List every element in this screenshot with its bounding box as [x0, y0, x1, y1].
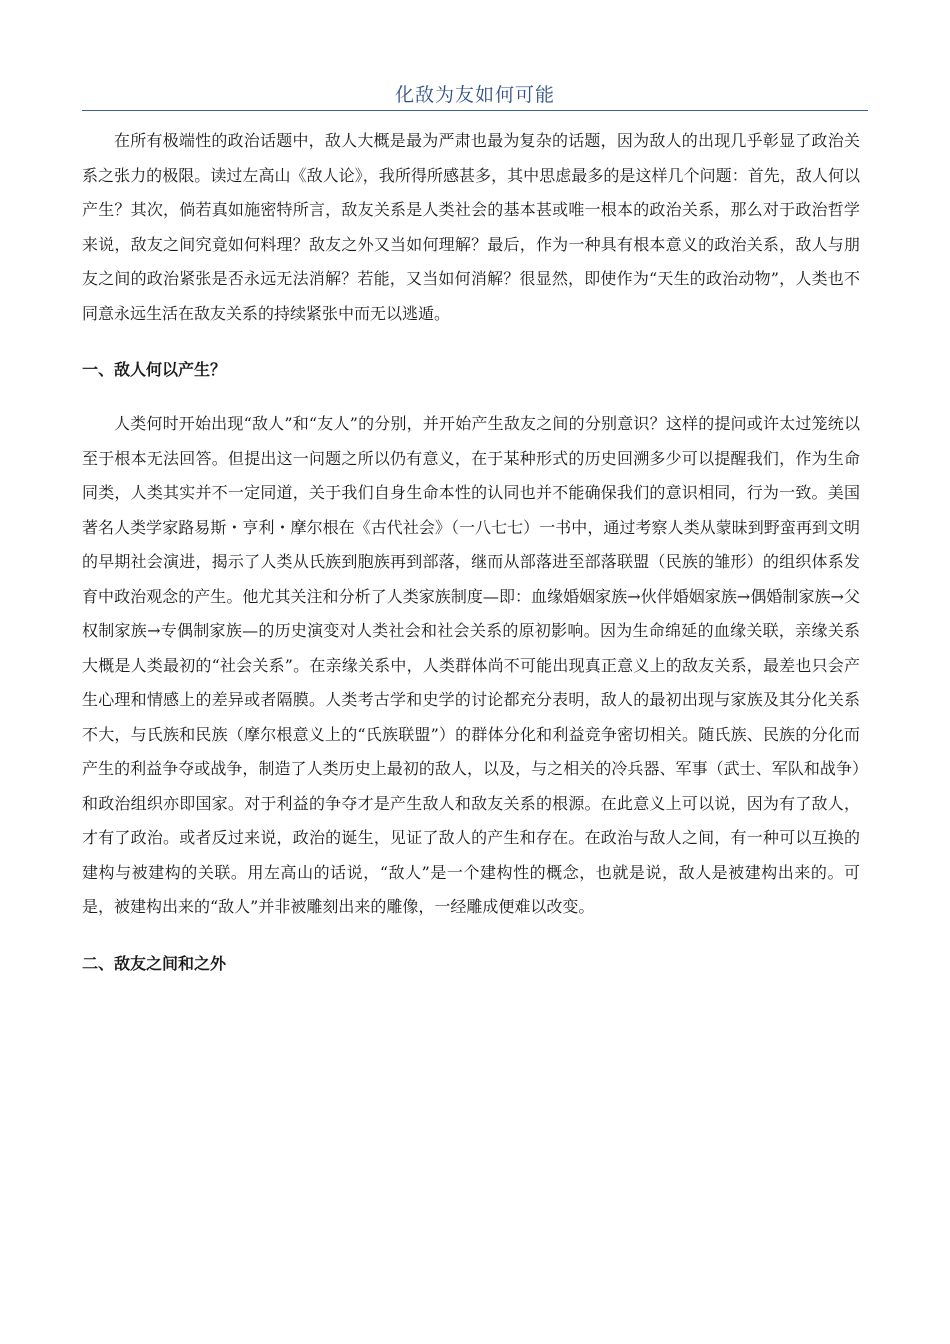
spacer: [82, 925, 860, 947]
intro-paragraph: 在所有极端性的政治话题中，敌人大概是最为严肃也最为复杂的话题，因为敌人的出现几乎彰显了政治关系之张力的极限。读过左高山《敌人论》，我所得所感甚多，其中思虑最多的是这样几个问题：首先，敌人何以产生？其次，倘若真如施密特所言，敌友关系是人类社会的基本甚或唯一根本的政治关系，那么对于政治哲学来说，敌友之间究竟如何料理？敌友之外又当如何理解？最后，作为一种具有根本意义的政治关系，敌人与朋友之间的政治紧张是否永远无法消解？若能，又当如何消解？很显然，即使作为“天生的政治动物”，人类也不同意永远生活在敌友关系的持续紧张中而无以逃遁。: [82, 131, 860, 323]
spacer: [82, 387, 860, 407]
spacer: [82, 331, 860, 353]
document-title: 化敌为友如何可能: [394, 84, 555, 106]
document-header: [82, 80, 868, 111]
section-1-paragraph: 人类何时开始出现“敌人”和“友人”的分别，并开始产生敌友之间的分别意识？这样的提问或许太过笼统以至于根本无法回答。但提出这一问题之所以仍有意义，在于某种形式的历史回溯多少可以提醒我们，作为生命同类，人类其实并不一定同道，关于我们自身生命本性的认同也并不能确保我们的意识相同，行为一致。美国著名人类学家路易斯・亨利・摩尔根在《古代社会》（一八七七）一书中，通过考察人类从蒙昧到野蛮再到文明的早期社会演进，揭示了人类从氏族到胞族再到部落，继而从部落进至部落联盟（民族的雏形）的组织体系发育中政治观念的产生。他尤其关注和分析了人类家族制度—即：血缘婚姻家族→伙伴婚姻家族→偶婚制家族→父权制家族→专偶制家族—的历史演变对人类社会和社会关系的原初影响。因为生命绵延的血缘关联，亲缘关系大概是人类最初的“社会关系”。在亲缘关系中，人类群体尚不可能出现真正意义上的敌友关系，最差也只会产生心理和情感上的差异或者隔膜。人类考古学和史学的讨论都充分表明，敌人的最初出现与家族及其分化关系不大，与氏族和民族（摩尔根意义上的“氏族联盟”）的群体分化和利益竞争密切相关。随氏族、民族的分化而产生的利益争夺或战争，制造了人类历史上最初的敌人，以及，与之相关的冷兵器、军事（武士、军队和战争）和政治组织亦即国家。对于利益的争夺才是产生敌人和敌友关系的根源。在此意义上可以说，因为有了敌人，才有了政治。或者反过来说，政治的诞生，见证了敌人的产生和存在。在政治与敌人之间，有一种可以互换的建构与被建构的关联。用左高山的话说，“敌人”是一个建构性的概念，也就是说，敌人是被建构出来的。可是，被建构出来的“敌人”并非被雕刻出来的雕像，一经雕成便难以改变。: [82, 414, 860, 916]
section-heading-1: 一、敌人何以产生？: [82, 360, 227, 379]
section-heading-2: 二、敌友之间和之外: [82, 953, 227, 973]
document-body: [82, 124, 860, 981]
